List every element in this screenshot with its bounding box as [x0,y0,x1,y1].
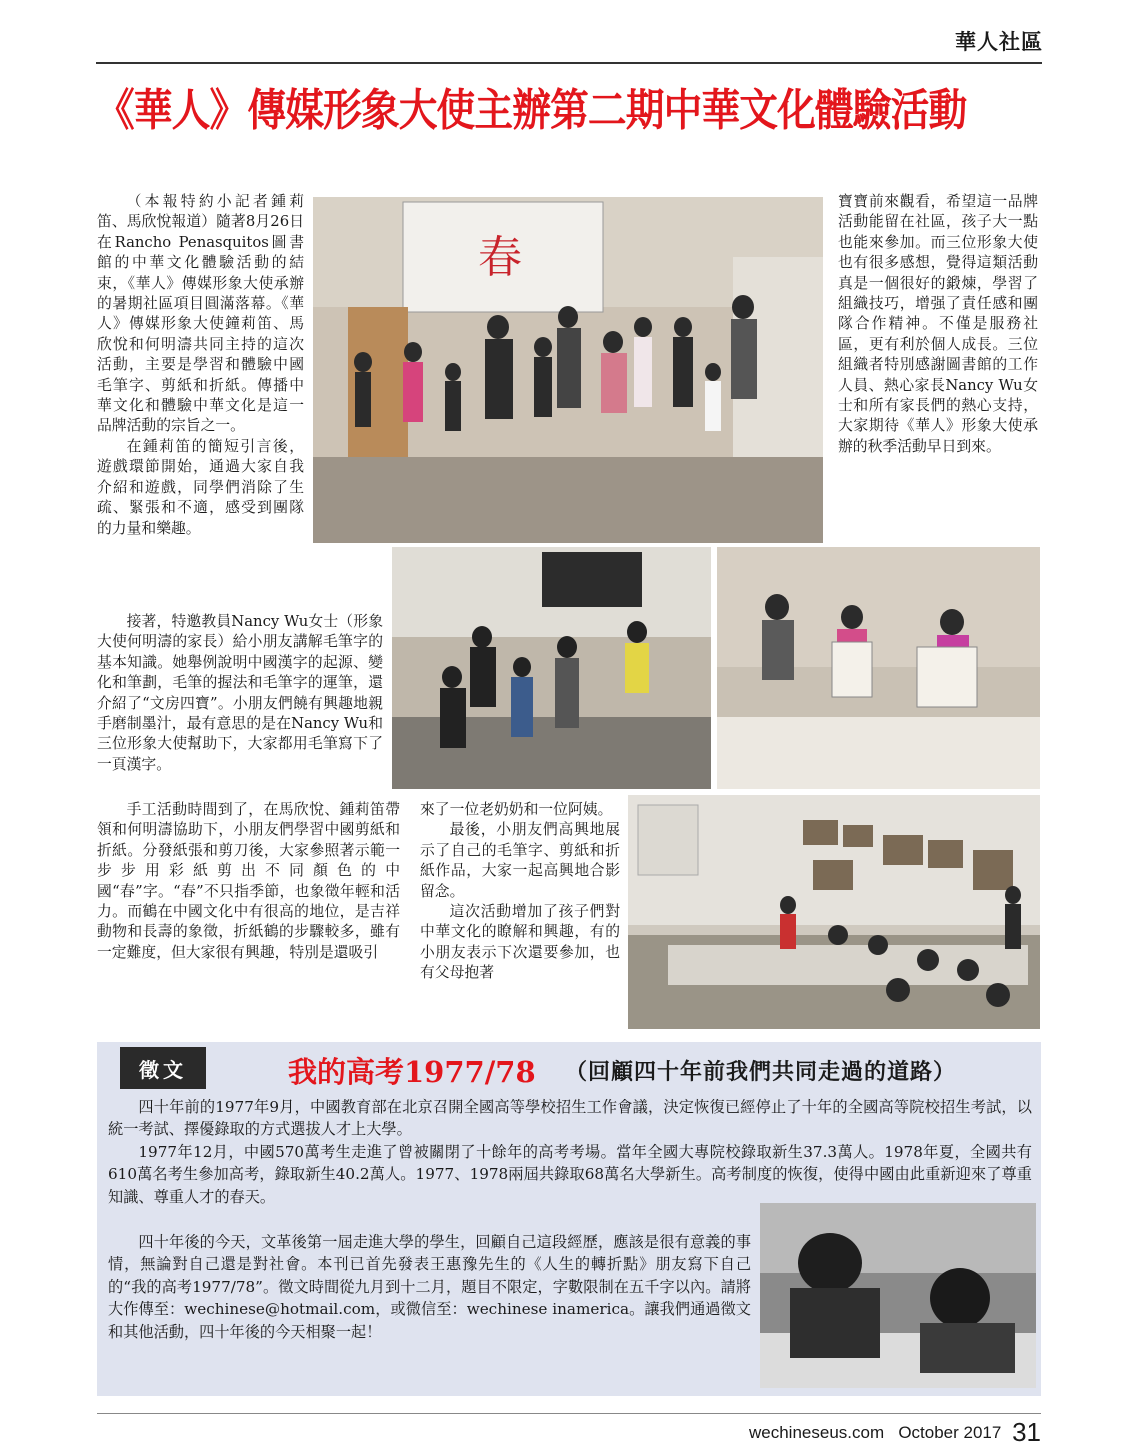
article-column-left-bottom [97,800,400,963]
classroom-photo [628,795,1040,1029]
article-paragraph: 這次活動增加了孩子們對中華文化的瞭解和興趣，有的小朋友表示下次還要參加，也有父母抱著 [420,903,620,982]
article-paragraph: 寶寶前來觀看，希望這一品牌活動能留在社區，孩子大一點也能來參加。而三位形象大使也有很多感想，覺得這類活動真是一個很好的鍛煉，學習了組織技巧，增强了責任感和團隊合作精神。不僅是服務社區，更有利於個人成長。三位組織者特別感謝圖書館的工作人員、熱心家長Nancy Wu女士和所有家長們的熱心支持，大家期待《華人》形象大使承辦的秋季活動早日到來。 [838,193,1038,455]
section-label: 華人社區 [955,29,1043,54]
article-paragraph: （本報特約小記者鍾莉笛、馬欣悅報道）隨著8月26日在Rancho Penasquitos圖書館的中華文化體驗活動的結束，《華人》傳媒形象大使承辦的暑期社區項目圓滿落幕。《華人》傳媒形象大使鐘莉笛、馬欣悅和何明濤共同主持的這次活動，主要是學習和體驗中國毛筆字、剪紙和折紙。傳播中華文化和體驗中華文化是這一品牌活動的宗旨之一。 [97,193,304,435]
article-paragraph: 接著，特邀教員Nancy Wu女士（形象大使何明濤的家長）給小朋友講解毛筆字的基本知識。她舉例說明中國漢字的起源、變化和筆劃，毛筆的握法和毛筆字的運筆，還介紹了“文房四寶”。小朋友們饒有興趣地親手磨制墨汁，最有意思的是在Nancy Wu和三位形象大使幫助下，大家都用毛筆寫下了一頁漢字。 [97,613,383,773]
headline: 《華人》傳媒形象大使主辦第二期中華文化體驗活動 [96,85,967,136]
article-column-right [838,192,1038,457]
calligraphy-photo [717,547,1040,789]
article-paragraph: 來了一位老奶奶和一位阿姨。 [420,801,613,818]
essay-paragraph: 1977年12月，中國570萬考生走進了曾被關閉了十餘年的高考考場。當年全國大專院校錄取新生37.3萬人。1978年夏，全國共有610萬名考生參加高考，錄取新生40.2萬人。1977、1978兩屆共錄取68萬名大學新生。高考制度的恢復，使得中國由此重新迎來了尊重知識、尊重人才的春天。 [108,1142,1032,1206]
students-writing-photo [760,1203,1036,1388]
footer-site: wechineseus.com [749,1423,885,1442]
bottom-rule [97,1413,1041,1414]
article-paragraph: 手工活動時間到了，在馬欣悅、鍾莉笛帶領和何明濤協助下，小朋友們學習中國剪紙和折紙。分發紙張和剪刀後，大家參照著示範一步步用彩紙剪出不同顏色的中國“春”字。“春”不只指季節，也象徵年輕和活力。而鶴在中國文化中有很高的地位，是吉祥動物和長壽的象徵，折紙鶴的步驟較多，雖有一定難度，但大家很有興趣，特別是還吸引 [97,801,400,961]
page-footer [749,1417,1041,1448]
essay-badge: 徵文 [120,1047,206,1089]
footer-date: October 2017 [898,1423,1002,1442]
svg-text:春: 春 [478,232,522,283]
top-rule [96,62,1042,64]
article-column-left-mid [97,612,383,775]
essay-title: 我的高考1977/78 [288,1055,536,1089]
article-paragraph: 在鍾莉笛的簡短引言後，遊戲環節開始，通過大家自我介紹和遊戲，同學們消除了生疏、緊張和不適，感受到團隊的力量和樂趣。 [97,437,304,537]
article-paragraph: 最後，小朋友們高興地展示了自己的毛筆字、剪紙和折紙作品，大家一起高興地合影留念。 [420,821,620,900]
group-photo [313,197,823,543]
game-photo [392,547,711,789]
page-number: 31 [1012,1417,1041,1447]
essay-body-narrow [108,1231,751,1343]
essay-subtitle: （回顧四十年前我們共同走過的道路） [565,1059,957,1085]
article-column-left-top [97,192,304,539]
essay-paragraph: 四十年前的1977年9月，中國教育部在北京召開全國高等學校招生工作會議，決定恢復已經停止了十年的全國高等院校招生考試，以統一考試、擇優錄取的方式選拔人才上大學。 [108,1098,1032,1139]
article-column-mid-bottom [420,800,620,984]
essay-body [108,1096,1032,1208]
essay-paragraph: 四十年後的今天，文革後第一屆走進大學的學生，回顧自己這段經歷，應該是很有意義的事情，無論對自己還是對社會。本刊已首先發表王惠豫先生的《人生的轉折點》朋友寫下自己的“我的高考1977/78”。徵文時間從九月到十二月，題目不限定，字數限制在五千字以內。請將大作傳至：wechinese@hotmail.com，或微信至：wechinese inamerica。讓我們通過徵文和其他活動，四十年後的今天相聚一起！ [108,1233,751,1341]
